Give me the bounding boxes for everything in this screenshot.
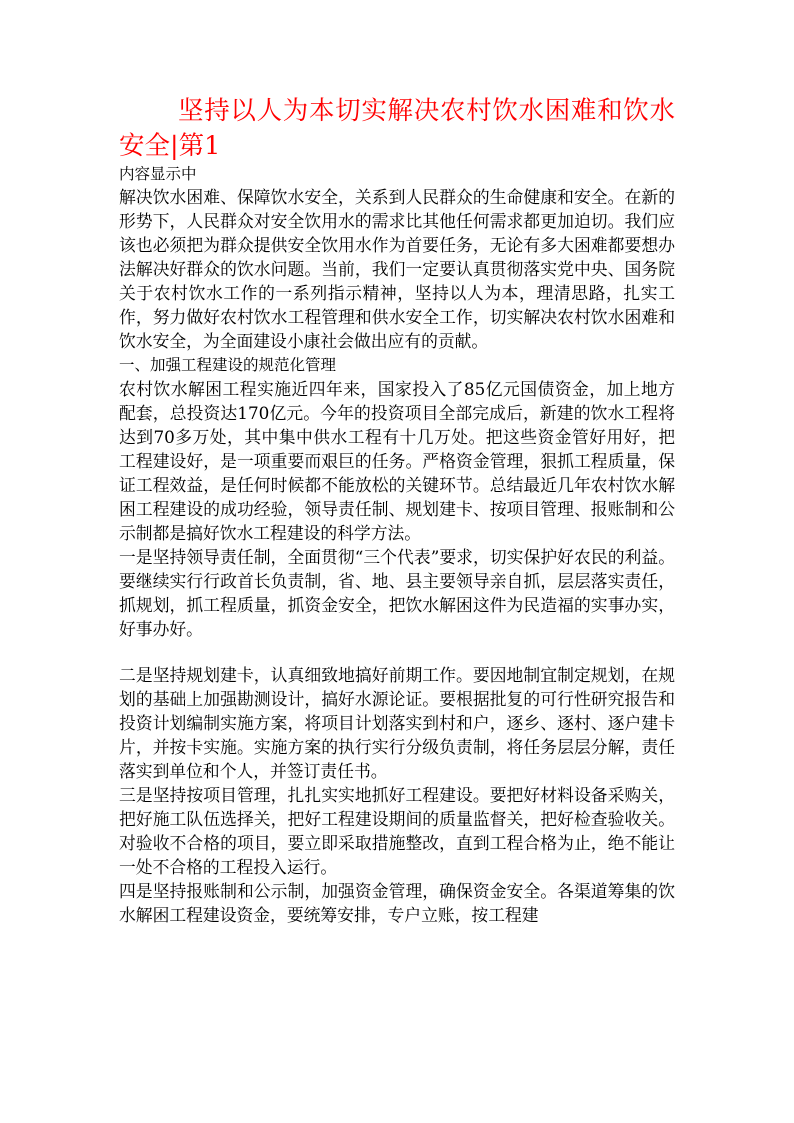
point-two-paragraph: 二是坚持规划建卡，认真细致地搞好前期工作。要因地制宜制定规划，在规划的基础上加强勘测设计，搞好水源论证。要根据批复的可行性研究报告和投资计划编制实施方案，将项目计划落实到村和户，逐乡、逐村、逐户建卡片，并按卡实施。实施方案的执行实行分级负责制，将任务层层分解，责任落实到单位和个人，并签订责任书。 bbox=[119, 665, 675, 781]
section-heading: 一、加强工程建设的规范化管理 bbox=[119, 356, 337, 374]
paragraph-spacer bbox=[119, 641, 675, 663]
document-title: 坚持以人为本切实解决农村饮水困难和饮水安全|第1 bbox=[119, 96, 675, 161]
point-one-paragraph: 一是坚持领导责任制，全面贯彻“三个代表”要求，切实保护好农民的利益。要继续实行行政首长负责制，省、地、县主要领导亲自抓，层层落实责任，抓规划，抓工程质量，抓资金安全，把饮水解困这件为民造福的实事办实，好事办好。 bbox=[119, 547, 675, 639]
intro-paragraph: 解决饮水困难、保障饮水安全，关系到人民群众的生命健康和安全。在新的形势下，人民群众对安全饮用水的需求比其他任何需求都更加迫切。我们应该也必须把为群众提供安全饮用水作为首要任务，无论有多大困难都要想办法解决好群众的饮水问题。当前，我们一定要认真贯彻落实党中央、国务院关于农村饮水工作的一系列指示精神，坚持以人为本，理清思路，扎实工作，努力做好农村饮水工程管理和供水安全工作，切实解决农村饮水困难和饮水安全，为全面建设小康社会做出应有的贡献。 bbox=[119, 187, 675, 351]
status-text: 内容显示中 bbox=[119, 165, 197, 183]
document-content bbox=[119, 94, 675, 927]
point-four-paragraph: 四是坚持报账制和公示制，加强资金管理，确保资金安全。各渠道筹集的饮水解困工程建设资金，要统筹安排，专户立账，按工程建 bbox=[119, 881, 675, 925]
section-body-paragraph: 农村饮水解困工程实施近四年来，国家投入了85亿元国债资金，加上地方配套，总投资达170亿元。今年的投资项目全部完成后，新建的饮水工程将达到70多万处，其中集中供水工程有十几万处。把这些资金管好用好，把工程建设好，是一项重要而艰巨的任务。严格资金管理，狠抓工程质量，保证工程效益，是任何时候都不能放松的关键环节。总结最近几年农村饮水解困工程建设的成功经验，领导责任制、规划建卡、按项目管理、报账制和公示制都是搞好饮水工程建设的科学方法。 bbox=[119, 379, 675, 543]
point-three-paragraph: 三是坚持按项目管理，扎扎实实地抓好工程建设。要把好材料设备采购关，把好施工队伍选择关，把好工程建设期间的质量监督关，把好检查验收关。对验收不合格的项目，要立即采取措施整改，直到工程合格为止，绝不能让一处不合格的工程投入运行。 bbox=[119, 785, 675, 877]
